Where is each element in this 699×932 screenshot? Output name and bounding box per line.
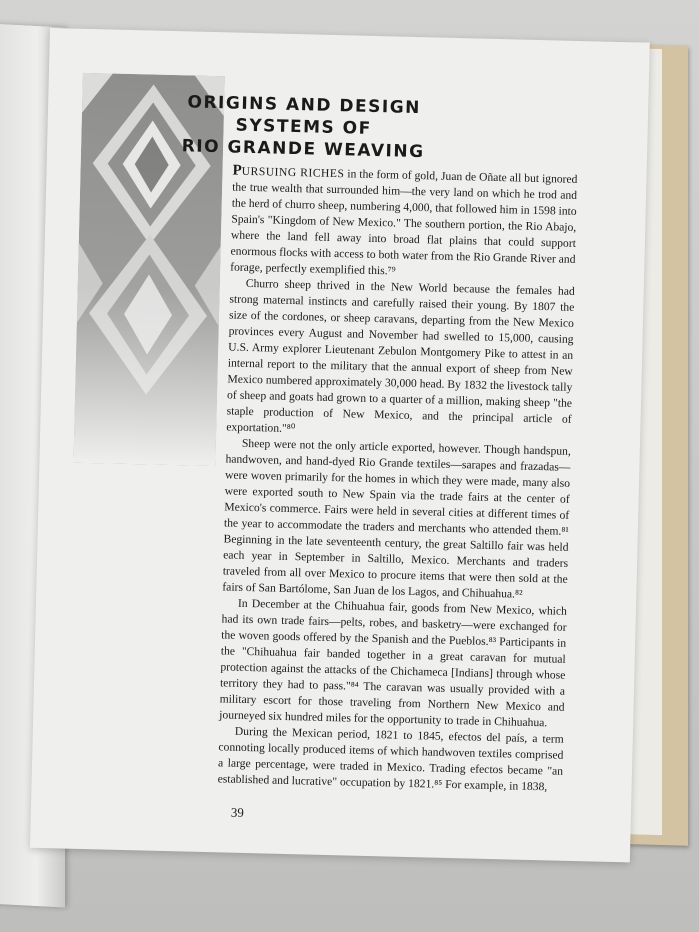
paragraph-1 <box>230 163 578 284</box>
body-text <box>217 163 577 796</box>
chapter-title-line1: ORIGINS AND DESIGN SYSTEMS OF <box>187 92 422 139</box>
paragraph-3: Sheep were not the only article exported, however. Though handspun, handwoven, and hand-dyed Rio Grande textiles—sarapes and frazadas—were woven primarily for the homes in which they were made, many also were exported south to New Spain via the trade fairs at the center of Mexico's commerce. Fairs were held in several cities at different times of the year to accommodate the traders and merchants who attended them.⁸¹ Beginning in the late seventeenth century, the great Saltillo fair was held each year in September in Saltillo, Mexico. Merchants and traders traveled from all over Mexico to procure items that were then sold at the fairs of San Bartólome, San Juan de los Lagos, and Chihuahua.⁸² <box>222 436 571 601</box>
paragraph-1-text: in the form of gold, Juan de Oñate all but ignored the true wealth that surrounded him—the very land on which he trod and the herd of churro sheep, numbering 4,000, that followed him in 1598 into Spain's "Kingdom of New Mexico." The southern portion, the Rio Abajo, where the land fell away into broad flat plains that could support enormous flocks with access to both water from the Rio Grande River and forage, perfectly exemplified this.⁷⁹ <box>230 167 578 278</box>
drop-cap: P <box>232 162 242 179</box>
chapter-title <box>153 91 455 164</box>
paragraph-5: During the Mexican period, 1821 to 1845, efectos del país, a term connoting locally produced items of which handwoven textiles comprised a large percentage, were traded in Mexico. Trading efectos became "an established and lucrative" occupation by 1821.⁸⁵ For example, in 1838, <box>217 724 564 794</box>
chapter-title-line2: RIO GRANDE WEAVING <box>181 136 425 163</box>
page-number: 39 <box>230 804 245 820</box>
book-page <box>30 28 650 862</box>
lead-in-smallcaps: URSUING RICHES <box>241 164 345 181</box>
paragraph-4: In December at the Chihuahua fair, goods from New Mexico, which had its own trade fairs—pelts, robes, and basketry—were exchanged for the woven goods offered by the Spanish and the Pueblos.⁸³ Participants in the "Chihuahua fair banded together in a great caravan for mutual protection against the attacks of the Chichameca [Indians] through whose territory they had to pass."⁸⁴ The caravan was usually provided with a military escort for those traveling from Northern New Mexico and journeyed six hundred miles for the opportunity to trade in Chihuahua. <box>219 596 568 730</box>
paragraph-2: Churro sheep thrived in the New World because the females had strong maternal instincts and carefully raised their young. By 1807 the size of the cordones, or sheep caravans, departing from the New Mexico provinces every August and November had swelled to 15,000, causing U.S. Army explorer Lieutenant Zebulon Montgomery Pike to attest in an internal report to the military that the annual export of sheep from New Mexico numbered approximately 30,000 head. By 1832 the livestock tally of sheep and goats had grown to a quarter of a million, making sheep "the staple production of New Mexico, and the principal article of exportation."⁸⁰ <box>226 276 575 436</box>
